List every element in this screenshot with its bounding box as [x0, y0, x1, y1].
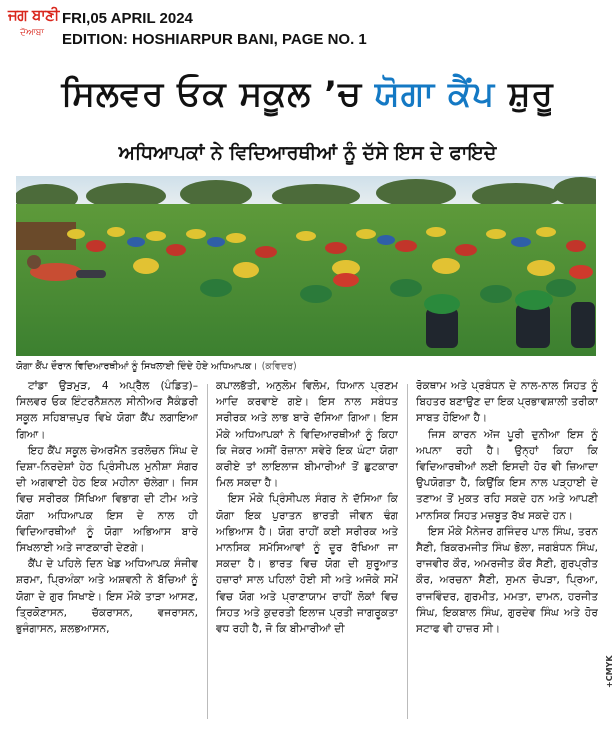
masthead [0, 0, 615, 56]
paragraph: ਇਸ ਮੌਕੇ ਮੈਨੇਜਰ ਗਜਿੰਦਰ ਪਾਲ ਸਿੰਘ, ਤਰਨ ਸੈਣੀ, ਬਿਕਰਮਜੀਤ ਸਿੰਘ ਭੋਲਾ, ਜਗਬੰਧਨ ਸਿੰਘ, ਰਾਜਵੀਰ ਕੌਰ, ਅਮਰਜੀਤ ਕੌਰ ਸੈਣੀ, ਗੁਰਪ੍ਰੀਤ ਕੌਰ, ਅਰਚਨਾ ਸੈਣੀ, ਸੁਮਨ ਚੋਪੜਾ, ਪ੍ਰਿਆ, ਰਾਜਵਿੰਦਰ, ਗੁਰਮੀਤ, ਮਮਤਾ, ਦਾਮਨ, ਹਰਜੀਤ ਸਿੰਘ, ਇਕਬਾਲ ਸਿੰਘ, ਗੁਰਦੇਵ ਸਿੰਘ ਅਤੇ ਹੋਰ ਸਟਾਫ ਵੀ ਹਾਜ਼ਰ ਸੀ। [416, 525, 598, 636]
column-divider [407, 384, 408, 719]
paragraph: ਰੋਕਥਾਮ ਅਤੇ ਪ੍ਰਬੰਧਨ ਦੇ ਨਾਲ-ਨਾਲ ਸਿਹਤ ਨੂੰ ਬਿਹਤਰ ਬਣਾਉਣ ਦਾ ਇਕ ਪ੍ਰਭਾਵਸ਼ਾਲੀ ਤਰੀਕਾ ਸਾਬਤ ਹੋਇਆ ਹੈ। [416, 380, 598, 425]
paragraph: ਜਿਸ ਕਾਰਨ ਅੱਜ ਪੂਰੀ ਦੁਨੀਆ ਇਸ ਨੂੰ ਅਪਨਾ ਰਹੀ ਹੈ। ਉਨ੍ਹਾਂ ਕਿਹਾ ਕਿ ਵਿਦਿਆਰਥੀਆਂ ਲਈ ਇਸਦੀ ਹੋਰ ਵੀ ਜ਼ਿਆਦਾ ਉਪਯੋਗਤਾ ਹੈ, ਕਿਉਂਕਿ ਇਸ ਨਾਲ ਪੜ੍ਹਾਈ ਦੇ ਤਣਾਅ ਤੋਂ ਮੁਕਤ ਰਹਿ ਸਕਦੇ ਹਨ ਅਤੇ ਆਪਣੀ ਮਾਨਸਿਕ ਸਿਹਤ ਮਜ਼ਬੂਤ ਰੱਖ ਸਕਦੇ ਹਨ। [416, 428, 598, 522]
cmyk-label: +CMYK [605, 655, 614, 688]
headline-part-1: ਸਿਲਵਰ ਓਕ ਸਕੂਲ ’ਚ [61, 74, 375, 114]
logo-title: ਜਗ ਬਾਣੀ [8, 6, 59, 24]
yoga-camp-photo [16, 176, 596, 356]
article-column-2 [216, 378, 398, 723]
paragraph: ਇਹ ਕੈਂਪ ਸਕੂਲ ਚੇਅਰਮੈਨ ਤਰਲੋਚਨ ਸਿੰਘ ਦੇ ਦਿਸ਼ਾ-ਨਿਰਦੇਸ਼ਾਂ ਹੇਠ ਪ੍ਰਿੰਸੀਪਲ ਮੁਨੀਸ਼ਾ ਸੰਗਰ ਦੀ ਅਗਵਾਈ ਹੇਠ ਇਕ ਮਹੀਨਾ ਚੱਲੇਗਾ। ਜਿਸ ਵਿਚ ਸਰੀਰਕ ਸਿੱਖਿਆ ਵਿਭਾਗ ਦੀ ਟੀਮ ਅਤੇ ਯੋਗਾ ਅਧਿਆਪਕ ਇਸ ਦੇ ਨਾਲ ਹੀ ਵਿਦਿਆਰਥੀਆਂ ਨੂੰ ਯੋਗਾ ਅਭਿਆਸ ਬਾਰੇ ਸਿਖਲਾਈ ਅਤੇ ਜਾਣਕਾਰੀ ਦੇਣਗੇ। [16, 444, 198, 555]
article-column-1 [16, 378, 198, 723]
headline-accent: ਯੋਗਾ ਕੈਂਪ [374, 74, 496, 114]
date-line: FRI,05 APRIL 2024 [62, 10, 193, 27]
paragraph: ਇਸ ਮੌਕੇ ਪ੍ਰਿੰਸੀਪਲ ਸੰਗਰ ਨੇ ਦੱਸਿਆ ਕਿ ਯੋਗਾ ਇਕ ਪੁਰਾਤਨ ਭਾਰਤੀ ਜੀਵਨ ਢੰਗ ਅਭਿਆਸ ਹੈ। ਯੋਗ ਰਾਹੀਂ ਕਈ ਸਰੀਰਕ ਅਤੇ ਮਾਨਸਿਕ ਸਮੱਸਿਆਵਾਂ ਨੂੰ ਦੂਰ ਰੱਖਿਆ ਜਾ ਸਕਦਾ ਹੈ। ਭਾਰਤ ਵਿਚ ਯੋਗ ਦੀ ਸ਼ੁਰੂਆਤ ਹਜ਼ਾਰਾਂ ਸਾਲ ਪਹਿਲਾਂ ਹੋਈ ਸੀ ਅਤੇ ਅਜੋਕੇ ਸਮੇਂ ਵਿਚ ਯੋਗ ਅਤੇ ਪ੍ਰਾਣਾਯਾਮ ਰਾਹੀਂ ਲੋਕਾਂ ਵਿਚ ਸਿਹਤ ਅਤੇ ਕੁਦਰਤੀ ਇਲਾਜ ਪ੍ਰਤੀ ਜਾਗਰੂਕਤਾ ਵਧ ਰਹੀ ਹੈ, ਜੋ ਕਿ ਬੀਮਾਰੀਆਂ ਦੀ [216, 493, 398, 636]
article-subheadline: ਅਧਿਆਪਕਾਂ ਨੇ ਵਿਦਿਆਰਥੀਆਂ ਨੂੰ ਦੱਸੇ ਇਸ ਦੇ ਫਾਇਦੇ [118, 142, 497, 164]
photo-caption [16, 360, 596, 374]
article-column-3 [416, 378, 598, 723]
logo-subtitle: ਦੋਆਬਾ [20, 28, 44, 38]
article-photo [16, 176, 596, 356]
photo-credit: (ਕਵਿਦਰ) [261, 361, 297, 372]
caption-text: ਯੋਗਾ ਕੈਂਪ ਦੌਰਾਨ ਵਿਦਿਆਰਥੀਆਂ ਨੂੰ ਸਿਖਲਾਈ ਦਿੰਦੇ ਹੋਏ ਅਧਿਆਪਕ। [16, 361, 258, 372]
article-body [16, 378, 598, 723]
newspaper-logo [8, 6, 59, 48]
paragraph: ਕਪਾਲਭੱਤੀ, ਅਨੁਲੋਮ ਵਿਲੋਮ, ਧਿਆਨ ਪ੍ਰਣਮ ਆਦਿ ਕਰਵਾਏ ਗਏ। ਇਸ ਨਾਲ ਸਬੰਧਤ ਸਰੀਰਕ ਅਤੇ ਲਾਭ ਬਾਰੇ ਦੱਸਿਆ ਗਿਆ। ਇਸ ਮੌਕੇ ਅਧਿਆਪਕਾਂ ਨੇ ਵਿਦਿਆਰਥੀਆਂ ਨੂੰ ਕਿਹਾ ਕਿ ਜੇਕਰ ਅਸੀਂ ਰੋਜ਼ਾਨਾ ਸਵੇਰੇ ਇਕ ਘੰਟਾ ਯੋਗਾ ਕਰੀਏ ਤਾਂ ਲਾਇਲਾਜ ਬੀਮਾਰੀਆਂ ਤੋਂ ਛੁਟਕਾਰਾ ਮਿਲ ਸਕਦਾ ਹੈ। [216, 380, 398, 490]
paragraph: ਟਾਂਡਾ ਉੜਮੁੜ, 4 ਅਪ੍ਰੈਲ (ਪੰਡਿਤ)– ਸਿਲਵਰ ਓਕ ਇੰਟਰਨੈਸ਼ਨਲ ਸੀਨੀਅਰ ਸੈਕੰਡਰੀ ਸਕੂਲ ਸਹਿਬਾਜ਼ਪੁਰ ਵਿਖੇ ਯੋਗਾ ਕੈਂਪ ਲਗਾਇਆ ਗਿਆ। [16, 380, 198, 441]
headline-part-2: ਸ਼ੁਰੂ [495, 74, 554, 114]
edition-line: EDITION: HOSHIARPUR BANI, PAGE NO. 1 [62, 31, 367, 48]
print-registration-mark [603, 608, 615, 688]
paragraph: ਕੈਂਪ ਦੇ ਪਹਿਲੇ ਦਿਨ ਖੇਡ ਅਧਿਆਪਕ ਸੰਜੀਵ ਸ਼ਰਮਾ, ਪ੍ਰਿਅੰਕਾ ਅਤੇ ਅਸ਼ਵਨੀ ਨੇ ਬੱਚਿਆਂ ਨੂੰ ਯੋਗਾ ਦੇ ਗੁਰ ਸਿਖਾਏ। ਇਸ ਮੌਕੇ ਤਾੜਾ ਆਸਣ, ਤ੍ਰਿਕੋਣਾਸਨ, ਚੱਕਰਾਸਨ, ਵਜਰਾਸਨ, ਭੁਜੰਗਾਸਨ, ਸ਼ਲਭਆਸਨ, [16, 558, 198, 636]
edition-info [62, 8, 367, 50]
article-headline [0, 72, 615, 116]
column-divider [207, 384, 208, 719]
